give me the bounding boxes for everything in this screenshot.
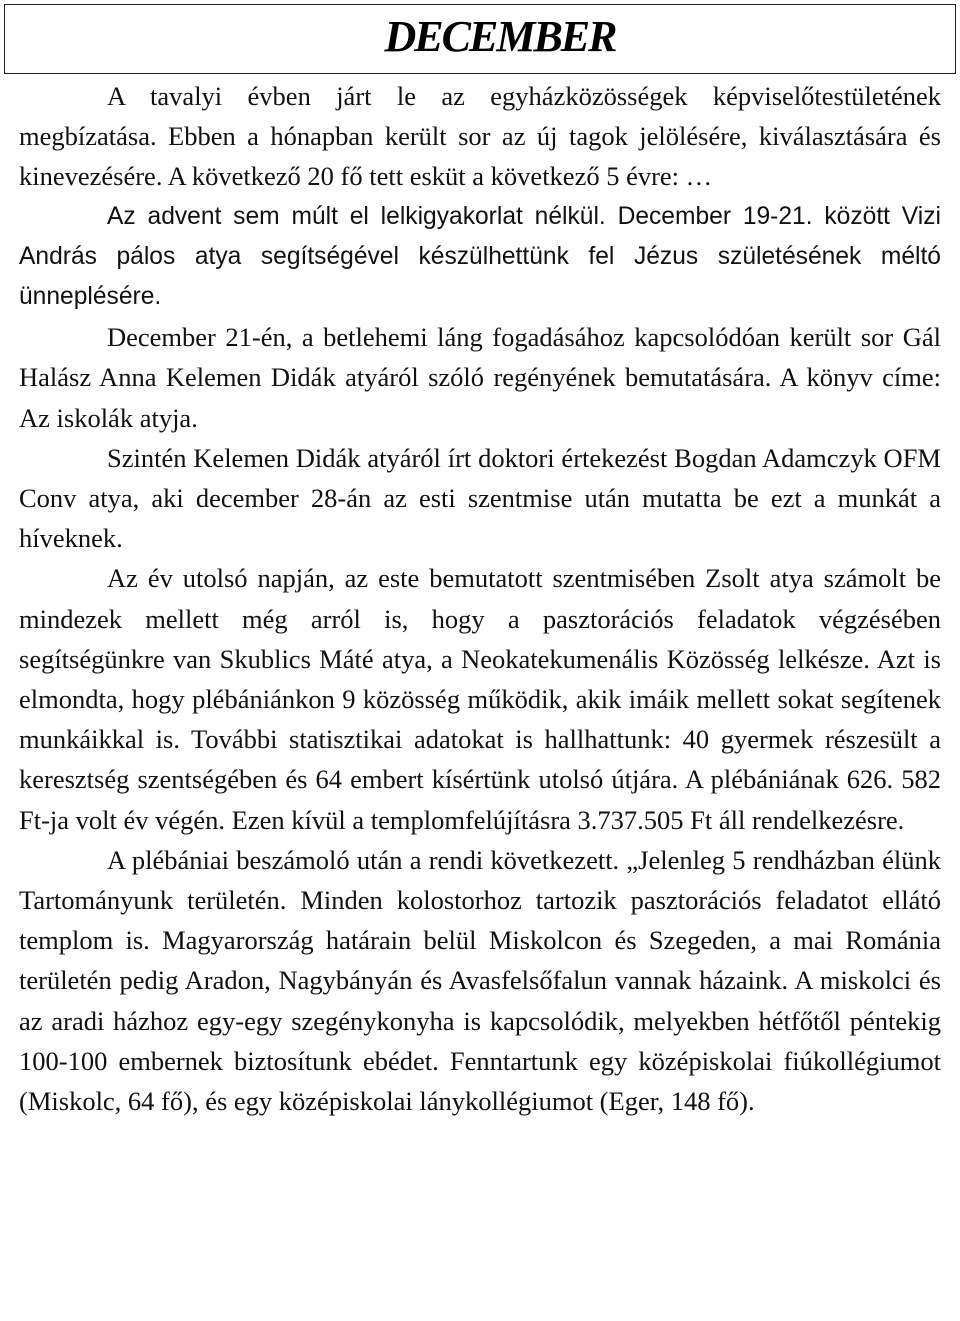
paragraph-order-report: A plébániai beszámoló után a rendi következett. „Jelenleg 5 rendházban élünk Tartományunk területén. Minden kolostorhoz tartozik pasztorációs feladatot ellátó templom is. Magyarország határain belül Miskolcon és Szegeden, a mai Románia területén pedig Aradon, Nagybányán és Avasfelsőfalun vannak házaink. A miskolci és az aradi házhoz egy-egy szegénykonyha is kapcsolódik, melyekben hétfőtől péntekig 100-100 embernek biztosítunk ebédet. Fenntartunk egy középiskolai fiúkollégiumot (Miskolc, 64 fő), és egy középiskolai lánykollégiumot (Eger, 148 fő). [19,844,941,1117]
paragraph-book-presentation: December 21-én, a betlehemi láng fogadásához kapcsolódóan került sor Gál Halász Anna Kelemen Didák atyáról szóló regényének bemutatására. A könyv címe: Az iskolák atyja. [19,322,941,433]
title-box [4,4,956,74]
paragraph-advent: Az advent sem múlt el lelkigyakorlat nélkül. December 19-21. között Vizi András pálos atya segítségével készülhettünk fel Jézus születésének méltó ünneplésére. [19,202,941,311]
paragraph-year-end-report: Az év utolsó napján, az este bemutatott szentmisében Zsolt atya számolt be mindezek mellett még arról is, hogy a pasztorációs feladatok végzésében segítségünkre van Skublics Máté atya, a Neokatekumenális Közösség lelkésze. Azt is elmondta, hogy plébániánkon 9 közösség működik, akik imáik mellett sokat segítenek munkáikkal is. További statisztikai adatokat is hallhattunk: 40 gyermek részesült a keresztség szentségében és 64 embert kísértünk utolsó útjára. A plébániának 626. 582 Ft-ja volt év végén. Ezen kívül a templomfelújításra 3.737.505 Ft áll rendelkezésre. [19,563,941,835]
paragraph-council: A tavalyi évben járt le az egyházközösségek képviselőtestületének megbízatása. Ebben a hónapban került sor az új tagok jelölésére, kiválasztására és kinevezésére. A következő 20 fő tett esküt a következő 5 évre: … [19,81,941,192]
page-title: DECEMBER [384,12,616,61]
article-body [19,76,941,1121]
paragraph-dissertation: Szintén Kelemen Didák atyáról írt doktori értekezést Bogdan Adamczyk OFM Conv atya, aki december 28-án az esti szentmise után mutatta be ezt a munkát a híveknek. [19,442,941,554]
